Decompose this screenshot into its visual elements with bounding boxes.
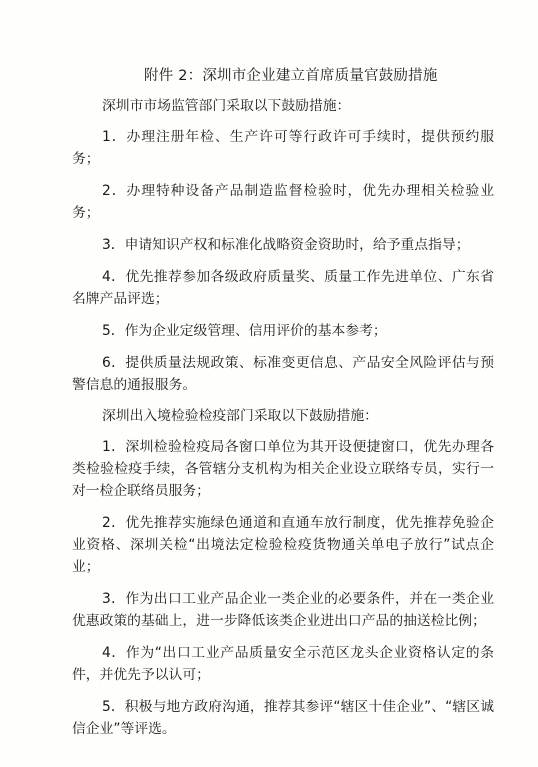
section2-item-2 xyxy=(72,512,494,578)
item-number: 2． xyxy=(102,183,127,199)
section2-item-5 xyxy=(72,696,494,740)
section2-item-1 xyxy=(72,436,494,502)
section1-intro: 深圳市市场监管部门采取以下鼓励措施： xyxy=(102,98,351,114)
item-text: 优先推荐实施绿色通道和直通车放行制度，优先推荐免验企业资格、深圳关检“出境法定检验检疫货物通关单电子放行”试点企业； xyxy=(72,515,495,575)
item-text: 办理注册年检、生产许可等行政许可手续时，提供预约服务； xyxy=(72,129,495,167)
section1-item-1 xyxy=(72,126,494,170)
section1-item-2 xyxy=(72,180,494,224)
item-text: 优先推荐参加各级政府质量奖、质量工作先进单位、广东省名牌产品评选； xyxy=(72,269,495,307)
section2-item-3 xyxy=(72,588,494,632)
item-number: 5． xyxy=(102,699,125,715)
item-text: 深圳检验检疫局各窗口单位为其开设便捷窗口，优先办理各类检验检疫手续，各管辖分支机构为相关企业设立联络专员，实行一对一检企联络员服务； xyxy=(72,439,495,499)
item-text: 办理特种设备产品制造监督检验时，优先办理相关检验业务； xyxy=(72,183,495,221)
document-title: 附件 2：深圳市企业建立首席质量官鼓励措施 xyxy=(144,68,438,84)
item-number: 6． xyxy=(102,355,126,371)
section2-intro: 深圳出入境检验检疫部门采取以下鼓励措施： xyxy=(102,408,378,424)
item-number: 4． xyxy=(102,645,126,661)
item-text: 作为出口工业产品企业一类企业的必要条件，并在一类企业优惠政策的基础上，进一步降低该类企业进出口产品的抽送检比例； xyxy=(72,591,495,629)
item-number: 4． xyxy=(102,269,126,285)
item-text: 积极与地方政府沟通，推荐其参评“辖区十佳企业”、“辖区诚信企业”等评选。 xyxy=(72,699,494,737)
section1-item-6 xyxy=(72,352,494,396)
item-number: 3． xyxy=(102,237,125,253)
item-text: 作为企业定级管理、信用评价的基本参考； xyxy=(124,323,387,339)
section1-item-4 xyxy=(72,266,494,310)
item-text: 申请知识产权和标准化战略资金资助时，给予重点指导； xyxy=(124,237,470,253)
item-number: 1． xyxy=(102,129,127,145)
item-text: 提供质量法规政策、标准变更信息、产品安全风险评估与预警信息的通报服务。 xyxy=(72,355,495,393)
item-number: 3． xyxy=(102,591,126,607)
item-number: 1． xyxy=(102,439,126,455)
item-text: 作为“出口工业产品质量安全示范区龙头企业资格认定的条件，并优先予以认可； xyxy=(72,645,495,683)
item-number: 2． xyxy=(102,515,126,531)
section1-item-3 xyxy=(72,234,494,256)
item-number: 5． xyxy=(102,323,125,339)
section2-item-4 xyxy=(72,642,494,686)
section1-item-5 xyxy=(72,320,494,342)
